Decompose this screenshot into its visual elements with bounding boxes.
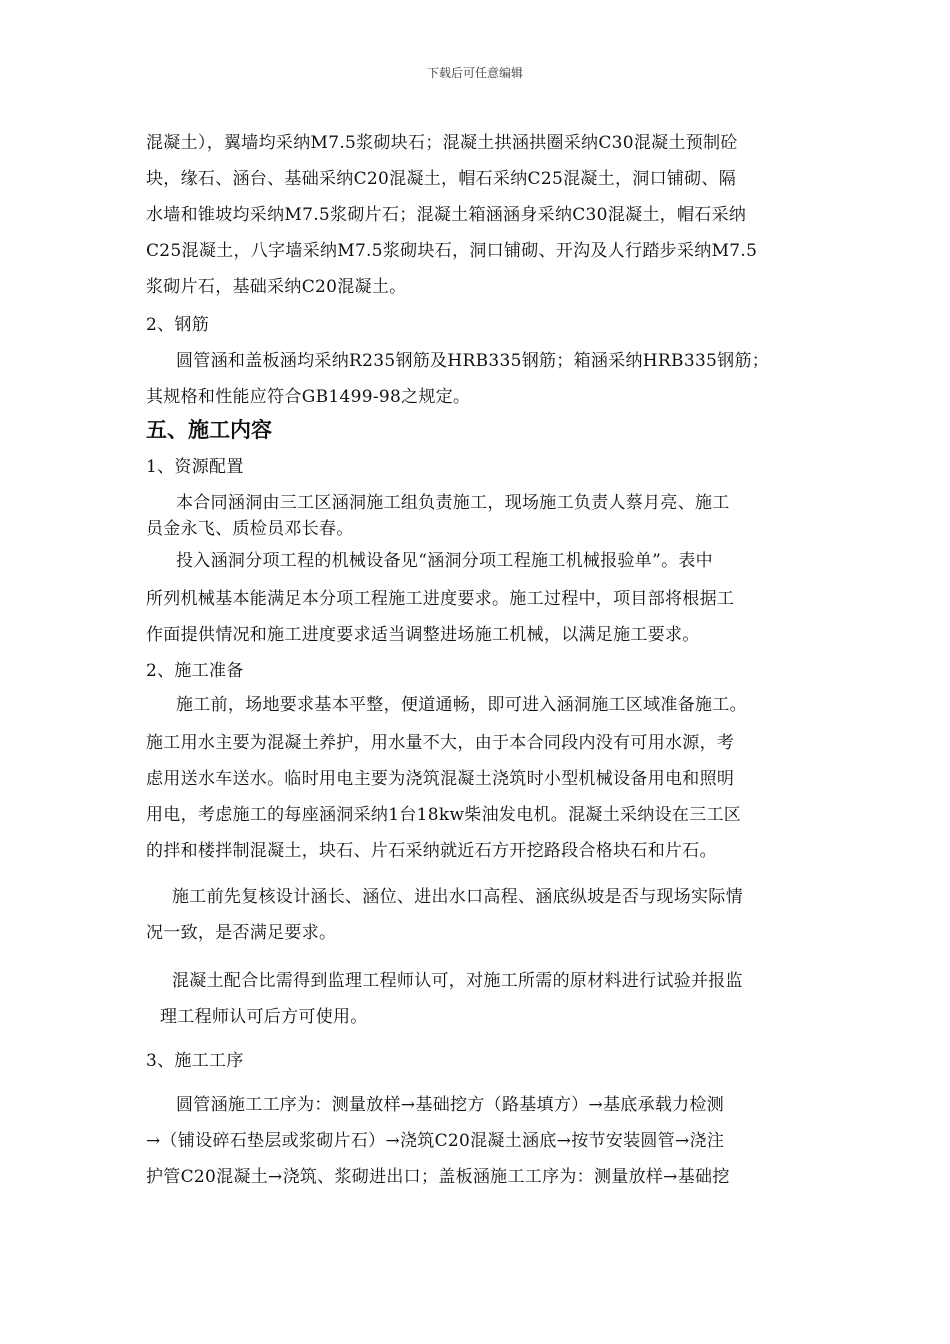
paragraph-line: 用电，考虑施工的每座涵洞采纳1台18kw柴油发电机。混凝土采纳设在三工区 xyxy=(146,805,742,825)
paragraph-line: 作面提供情况和施工进度要求适当调整进场施工机械，以满足施工要求。 xyxy=(146,625,700,645)
subsection-title: 2、施工准备 xyxy=(146,661,244,681)
subsection-title: 1、资源配置 xyxy=(146,457,244,477)
subsection-title: 3、施工工序 xyxy=(146,1051,244,1071)
paragraph-line: 况一致，是否满足要求。 xyxy=(146,923,337,943)
paragraph-line: →（铺设碎石垫层或浆砌片石）→浇筑C20混凝土涵底→按节安装圆管→浇注 xyxy=(146,1131,725,1151)
paragraph-line: 其规格和性能应符合GB1499-98之规定。 xyxy=(146,387,471,407)
page-header: 下载后可任意编辑 xyxy=(426,66,523,80)
paragraph-line: 浆砌片石，基础采纳C20混凝土。 xyxy=(146,277,407,297)
paragraph-line: C25混凝土，八字墙采纳M7.5浆砌块石，洞口铺砌、开沟及人行踏步采纳M7.5 xyxy=(146,241,758,261)
paragraph-line: 施工前，场地要求基本平整，便道通畅，即可进入涵洞施工区域准备施工。 xyxy=(176,695,747,715)
paragraph-line: 混凝土），翼墙均采纳M7.5浆砌块石；混凝土拱涵拱圈采纳C30混凝土预制砼 xyxy=(146,133,738,153)
paragraph-line: 圆管涵和盖板涵均采纳R235钢筋及HRB335钢筋；箱涵采纳HRB335钢筋； xyxy=(176,351,770,371)
paragraph-line: 圆管涵施工工序为：测量放样→基础挖方（路基填方）→基底承载力检测 xyxy=(176,1095,725,1115)
paragraph-line: 块，缘石、涵台、基础采纳C20混凝土，帽石采纳C25混凝土，洞口铺砌、隔 xyxy=(146,169,737,189)
paragraph-line: 的拌和楼拌制混凝土，块石、片石采纳就近石方开挖路段合格块石和片石。 xyxy=(146,841,717,861)
paragraph-line: 施工前先复核设计涵长、涵位、进出水口高程、涵底纵坡是否与现场实际情 xyxy=(172,887,743,907)
paragraph-line: 护管C20混凝土→浇筑、浆砌进出口；盖板涵施工工序为：测量放样→基础挖 xyxy=(146,1167,730,1187)
paragraph-line: 员金永飞、质检员邓长春。 xyxy=(146,519,354,539)
paragraph-line: 本合同涵洞由三工区涵洞施工组负责施工，现场施工负责人蔡月亮、施工 xyxy=(176,493,730,513)
paragraph-line: 虑用送水车送水。临时用电主要为浇筑混凝土浇筑时小型机械设备用电和照明 xyxy=(146,769,735,789)
subsection-title: 2、钢筋 xyxy=(146,315,210,335)
paragraph-line: 水墙和锥坡均采纳M7.5浆砌片石；混凝土箱涵涵身采纳C30混凝土，帽石采纳 xyxy=(146,205,747,225)
paragraph-line: 所列机械基本能满足本分项工程施工进度要求。施工过程中，项目部将根据工 xyxy=(146,589,735,609)
paragraph-line: 理工程师认可后方可使用。 xyxy=(160,1007,368,1027)
paragraph-line: 施工用水主要为混凝土养护，用水量不大，由于本合同段内没有可用水源，考 xyxy=(146,733,735,753)
paragraph-line: 投入涵洞分项工程的机械设备见“涵洞分项工程施工机械报验单”。表中 xyxy=(176,551,713,571)
paragraph-line: 混凝土配合比需得到监理工程师认可，对施工所需的原材料进行试验并报监 xyxy=(172,971,743,991)
section-heading: 五、施工内容 xyxy=(146,418,272,442)
